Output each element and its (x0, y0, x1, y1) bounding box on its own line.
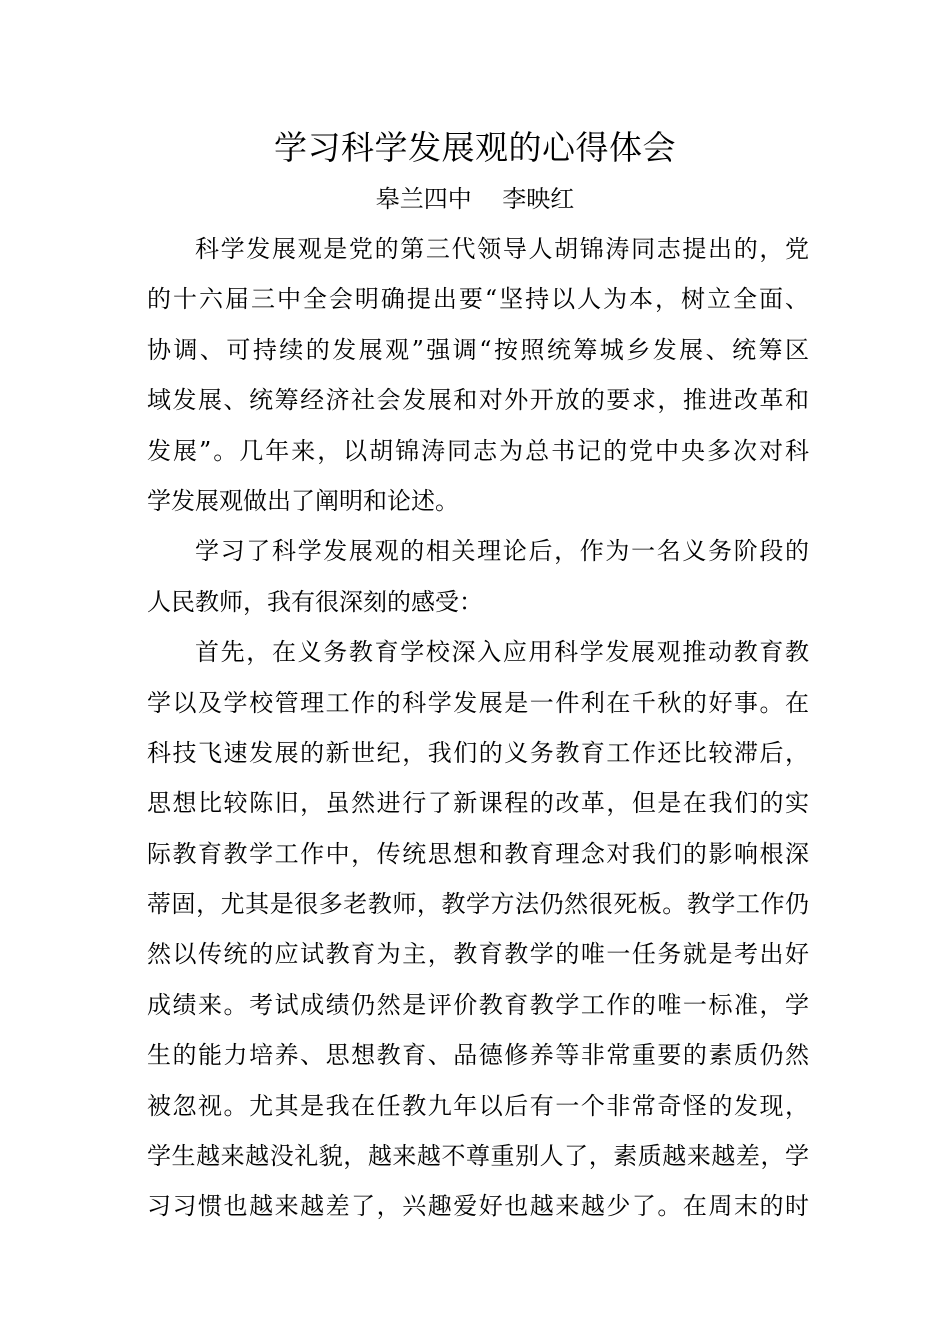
paragraph-3-line-12: 习习惯也越来越差了，兴趣爱好也越来越少了。在周末的时 (147, 1192, 809, 1221)
author-byline: 皋兰四中 李映红 (375, 185, 575, 213)
paragraph-3-line-7: 然以传统的应试教育为主，教育教学的唯一任务就是考出好 (147, 940, 809, 969)
paragraph-3-line-1: 首先，在义务教育学校深入应用科学发展观推动教育教 (195, 638, 809, 667)
document-title: 学习科学发展观的心得体会 (274, 128, 676, 167)
paragraph-1-line-4: 域发展、统筹经济社会发展和对外开放的要求，推进改革和 (147, 386, 809, 415)
paragraph-3-line-8: 成绩来。考试成绩仍然是评价教育教学工作的唯一标准，学 (147, 990, 809, 1019)
paragraph-1-line-2: 的十六届三中全会明确提出要“坚持以人为本，树立全面、 (147, 285, 809, 314)
paragraph-2-line-1: 学习了科学发展观的相关理论后，作为一名义务阶段的 (195, 537, 809, 566)
document-body (147, 224, 809, 1232)
paragraph-2-line-2: 人民教师，我有很深刻的感受： (147, 587, 483, 616)
paragraph-3-line-3: 科技飞速发展的新世纪，我们的义务教育工作还比较滞后， (147, 738, 809, 767)
paragraph-3-line-2: 学以及学校管理工作的科学发展是一件利在千秋的好事。在 (147, 688, 809, 717)
paragraph-1-line-1: 科学发展观是党的第三代领导人胡锦涛同志提出的，党 (195, 235, 809, 263)
paragraph-3-line-9: 生的能力培养、思想教育、品德修养等非常重要的素质仍然 (147, 1041, 809, 1070)
paragraph-3-line-6: 蒂固，尤其是很多老教师，教学方法仍然很死板。教学工作仍 (147, 890, 809, 919)
paragraph-3-line-10: 被忽视。尤其是我在任教九年以后有一个非常奇怪的发现， (147, 1091, 809, 1120)
paragraph-1-line-3: 协调、可持续的发展观”强调“按照统筹城乡发展、统筹区 (147, 335, 809, 364)
paragraph-1-line-6: 学发展观做出了阐明和论述。 (147, 486, 459, 515)
paragraph-1-line-5: 发展”。几年来，以胡锦涛同志为总书记的党中央多次对科 (147, 436, 809, 465)
paragraph-3-line-11: 学生越来越没礼貌，越来越不尊重别人了，素质越来越差，学 (147, 1142, 809, 1171)
paragraph-3-line-5: 际教育教学工作中，传统思想和教育理念对我们的影响根深 (147, 839, 809, 868)
paragraph-3-line-4: 思想比较陈旧，虽然进行了新课程的改革，但是在我们的实 (147, 789, 809, 818)
